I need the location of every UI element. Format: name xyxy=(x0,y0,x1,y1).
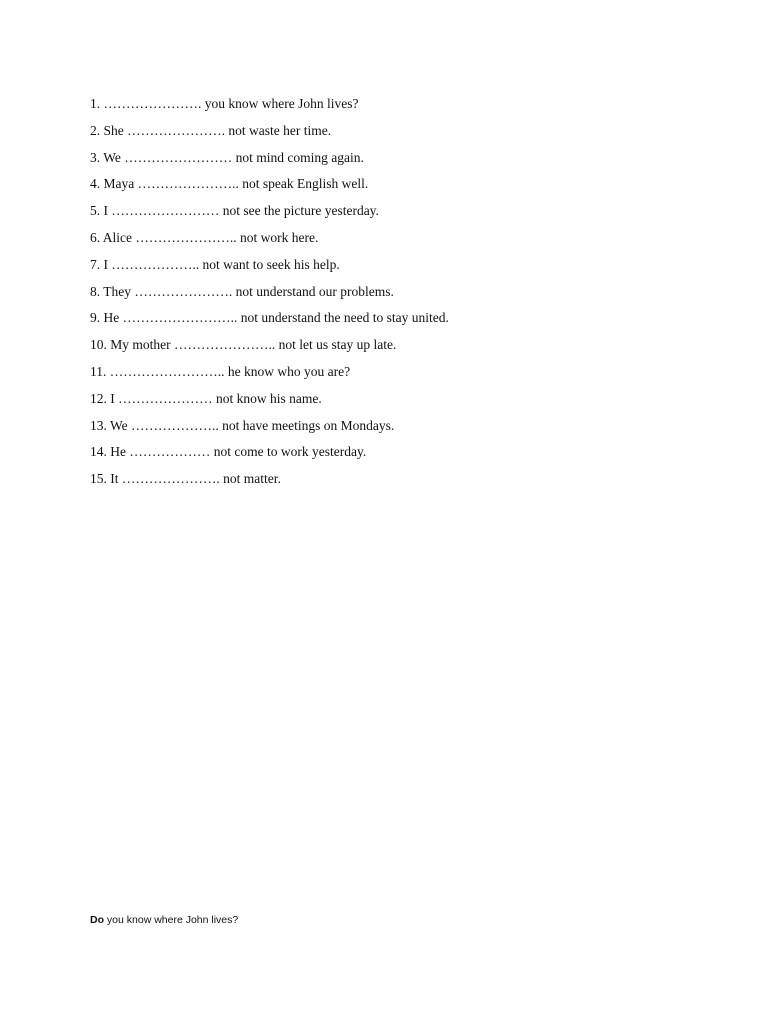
exercise-list xyxy=(90,91,449,493)
exercise-item-3: 3. We …………………… not mind coming again. xyxy=(90,149,364,165)
exercise-item-2: 2. She …………………. not waste her time. xyxy=(90,122,332,138)
exercise-item-7: 7. I ……………….. not want to seek his help. xyxy=(90,256,340,272)
exercise-item-1: 1. …………………. you know where John lives? xyxy=(90,96,359,111)
answer-line xyxy=(90,914,238,926)
exercise-item-13: 13. We ……………….. not have meetings on Mondays. xyxy=(90,417,395,433)
exercise-item-10: 10. My mother ………………….. not let us stay up late. xyxy=(90,337,397,353)
exercise-item-15: 15. It …………………. not matter. xyxy=(90,471,281,487)
exercise-item-12: 12. I ………………… not know his name. xyxy=(90,390,322,406)
exercise-item-11: 11. …………………….. he know who you are? xyxy=(90,363,351,379)
exercise-item-8: 8. They …………………. not understand our problems. xyxy=(90,283,394,299)
exercise-item-4: 4. Maya ………………….. not speak English well. xyxy=(90,176,369,192)
exercise-item-14: 14. He ……………… not come to work yesterday. xyxy=(90,444,367,460)
exercise-item-5: 5. I …………………… not see the picture yesterday. xyxy=(90,203,379,219)
answer-bold-word: Do xyxy=(90,914,104,926)
exercise-item-9: 9. He …………………….. not understand the need to stay united. xyxy=(90,310,449,326)
exercise-item-6: 6. Alice ………………….. not work here. xyxy=(90,229,319,245)
answer-rest: you know where John lives? xyxy=(104,914,239,926)
